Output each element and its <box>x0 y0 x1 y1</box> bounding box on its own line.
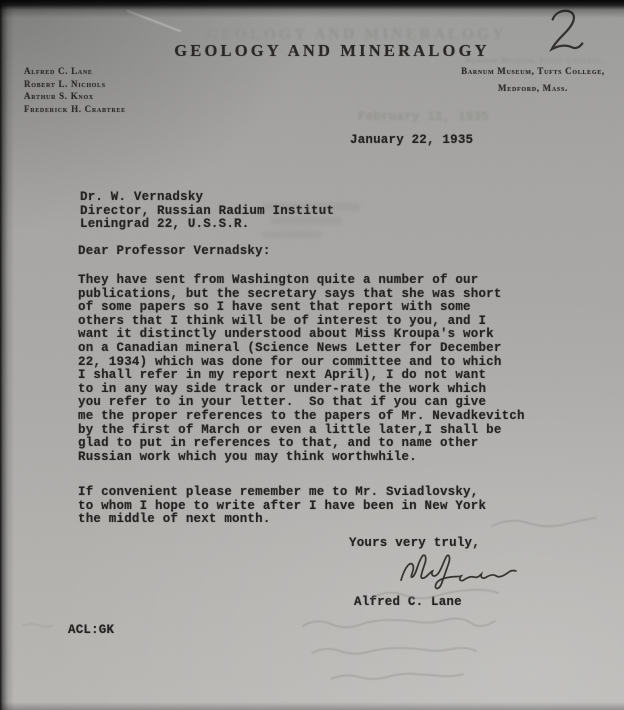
body-line: others that I think will be of interest to you, and I <box>78 313 487 328</box>
body-line: If convenient please remember me to Mr. Sviadlovsky, <box>78 485 479 499</box>
body-line: 22, 1934) which was done for our committee and to which <box>78 354 502 369</box>
reference-initials: ACL:GK <box>68 623 115 637</box>
recipient-line: Director, Russian Radium Institut <box>80 203 335 218</box>
member-name: Frederick H. Crabtree <box>24 103 126 114</box>
ghost-address-line: Barnum Museum, Tufts College, <box>465 56 605 65</box>
letterhead-members-list <box>24 65 126 115</box>
member-name: Robert L. Nichols <box>24 78 106 89</box>
recipient-address <box>80 191 334 232</box>
body-line: to whom I hope to write after I have been in New York <box>78 498 487 513</box>
body-line: the middle of next month. <box>78 512 271 527</box>
letterhead-address <box>448 63 618 96</box>
film-scratch <box>127 10 182 32</box>
ghost-letterhead-title: GEOLOGY AND MINERALOGY <box>206 26 507 43</box>
body-line: I shall refer in my report next April), I do not want <box>78 368 487 383</box>
signature-alfred-c-lane <box>398 549 520 591</box>
letter-date: January 22, 1935 <box>350 133 474 147</box>
letter-paragraph-2 <box>78 486 486 527</box>
body-line: glad to put in references to that, and to name other <box>78 436 479 451</box>
body-line: Russian work which you may think worthwhile. <box>78 449 417 464</box>
body-line: you refer to in your letter. So that if you can give <box>78 395 487 410</box>
member-name: Alfred C. Lane <box>24 66 93 76</box>
body-line: publications, but the secretary says that she was short <box>78 286 502 301</box>
salutation: Dear Professor Vernadsky: <box>78 244 271 258</box>
ghost-date: February 12, 1935 <box>358 110 489 124</box>
photo-edge-bottom <box>0 702 624 710</box>
body-line: want it distinctly understood about Miss Kroupa's work <box>78 327 494 342</box>
handwritten-page-number <box>546 8 590 54</box>
body-line: by the first of March or even a little later,I shall be <box>78 422 502 437</box>
body-line: to in any way side track or under-rate the work which <box>78 381 487 396</box>
letter-paragraph-1 <box>78 274 525 464</box>
recipient-line: Dr. W. Vernadsky <box>80 190 204 204</box>
member-name: Arthur S. Knox <box>24 91 94 101</box>
photo-edge-top <box>0 0 624 18</box>
typed-signature-name: Alfred C. Lane <box>354 595 462 609</box>
ghost-smudge <box>262 231 322 238</box>
body-line: of some papers so I have sent that report with some <box>78 300 471 315</box>
body-line: me the proper references to the papers of Mr. Nevadkevitch <box>78 408 525 423</box>
letterhead-address-line: Barnum Museum, Tufts College, <box>461 66 605 76</box>
recipient-line: Leningrad 22, U.S.S.R. <box>80 217 250 232</box>
letterhead-title: GEOLOGY AND MINERALOGY <box>174 41 490 60</box>
body-line: They have sent from Washington quite a number of our <box>78 273 479 287</box>
body-line: on a Canadian mineral (Science News Letter for December <box>78 340 502 355</box>
photo-edge-left <box>0 0 14 710</box>
closing: Yours very truly, <box>349 536 480 550</box>
letterhead-address-line: Medford, Mass. <box>498 82 568 93</box>
